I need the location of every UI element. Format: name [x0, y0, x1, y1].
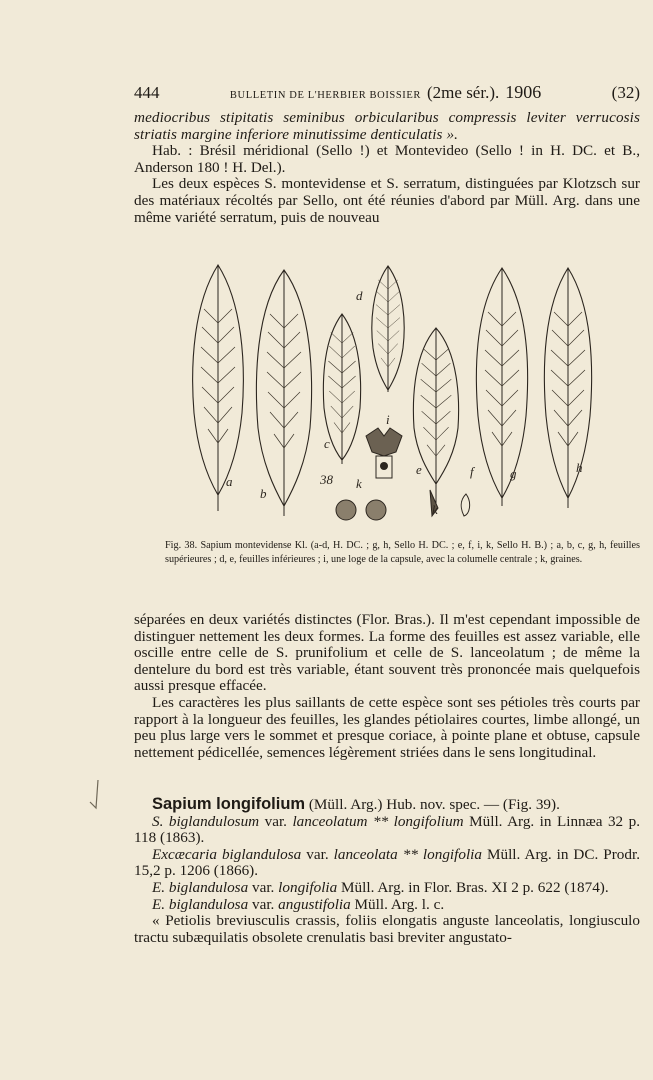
label-k-fragment: k	[432, 502, 438, 517]
latin-description-end: mediocribus stipitatis seminibus orbicularibus compressis leviter verrucosis striatis margine inferiore minutissime denticulatis ».	[134, 109, 640, 143]
leaf-g-drawing	[476, 268, 527, 506]
species-discussion-start: Les deux espèces S. montevidense et S. serratum, distinguées par Klotzsch sur des matériaux récoltés par Sello, ont été réunies d'abord par Müll. Arg. dans une même variété serratum, puis de nouveau	[134, 175, 640, 226]
leaf-e-drawing	[413, 328, 458, 510]
top-text-block	[134, 110, 640, 226]
seeds-k-drawing	[336, 500, 386, 520]
capsule-i-drawing	[366, 428, 402, 478]
figure-number: 38	[320, 472, 333, 487]
characters-paragraph: Les caractères les plus saillants de cette espèce sont ses pétioles très courts par rapport à la longueur des feuilles, les glandes pétiolaires courtes, limbe allongé, un peu plus large vers le sommet et presque coriace, à pointe plane et obtuse, capsule nettement pédicellée, semences légèrement striées dans le sens longitudinal.	[134, 693, 640, 761]
year: 1906	[505, 82, 542, 102]
label-c: c	[324, 436, 330, 451]
synonym-2: Excæcaria biglandulosa var. lanceolata ** longifolia Müll. Arg. in DC. Prodr. 15,2 p. 1206 (1866).	[134, 845, 641, 880]
label-k-seeds: k	[356, 476, 362, 491]
leaf-b-drawing	[256, 270, 311, 516]
label-g: g	[510, 466, 517, 481]
leaf-h-drawing	[544, 268, 591, 508]
label-b: b	[260, 486, 267, 501]
fig-38-illustration	[180, 258, 610, 528]
label-a: a	[226, 474, 233, 489]
margin-pencil-mark	[86, 778, 106, 818]
label-h: h	[576, 460, 583, 475]
figure-caption	[165, 539, 640, 568]
middle-text-block	[134, 612, 640, 761]
label-e: e	[416, 462, 422, 477]
synonym-3: E. biglandulosa var. longifolia Müll. Arg. in Flor. Bras. XI 2 p. 622 (1874).	[152, 878, 609, 896]
leaf-a-drawing	[193, 265, 244, 511]
discussion-continued: séparées en deux variétés distinctes (Flor. Bras.). Il m'est cependant impossible de distinguer nettement les deux formes. La forme des feuilles est assez variable, elle oscille entre celle de S. prunifolium et celle de S. lanceolatum ; de même la dentelure du bord est très variable, étant souvent très prononcée mais quelquefois aussi presque effacée.	[134, 611, 640, 695]
species-section	[134, 796, 640, 946]
habitat-line: Hab. : Brésil méridional (Sello !) et Montevideo (Sello ! in H. DC. et B., Anderson 180 ! H. Del.).	[134, 142, 640, 176]
leaf-d-drawing	[372, 266, 404, 392]
synonym-1: S. biglandulosum var. lanceolatum ** longifolium Müll. Arg. in Linnæa 32 p. 118 (1863).	[134, 812, 641, 847]
issue-number: (32)	[611, 83, 640, 102]
label-f: f	[470, 464, 474, 479]
species-name: Sapium longifolium	[152, 795, 306, 813]
species-heading	[134, 796, 640, 814]
journal-title: BULLETIN DE L'HERBIER BOISSIER	[229, 90, 422, 101]
caption-text: Fig. 38. Sapium montevidense Kl. (a-d, H. DC. ; g, h, Sello H. DC. ; e, f, i, k, Sello H. B.) ; a, b, c, g, h, feuilles supérieures ; d, e, feuilles inférieures ; i, une loge de la capsule, avec la columelle centrale ; k, graines.	[165, 540, 640, 566]
label-d: d	[356, 288, 363, 303]
synonym-4: E. biglandulosa var. angustifolia Müll. Arg. l. c.	[152, 895, 445, 913]
header-center	[230, 82, 541, 103]
label-i: i	[386, 412, 390, 427]
series-label: (2me sér.).	[427, 83, 500, 102]
latin-quote: « Petiolis breviusculis crassis, foliis elongatis anguste lanceolatis, longiusculo tractu subæquilatis obsolete crenulatis basi breviter angustato-	[134, 912, 640, 946]
species-author: (Müll. Arg.) Hub. nov. spec. — (Fig. 39).	[308, 796, 560, 813]
running-header	[134, 82, 640, 104]
page-number: 444	[134, 83, 160, 102]
